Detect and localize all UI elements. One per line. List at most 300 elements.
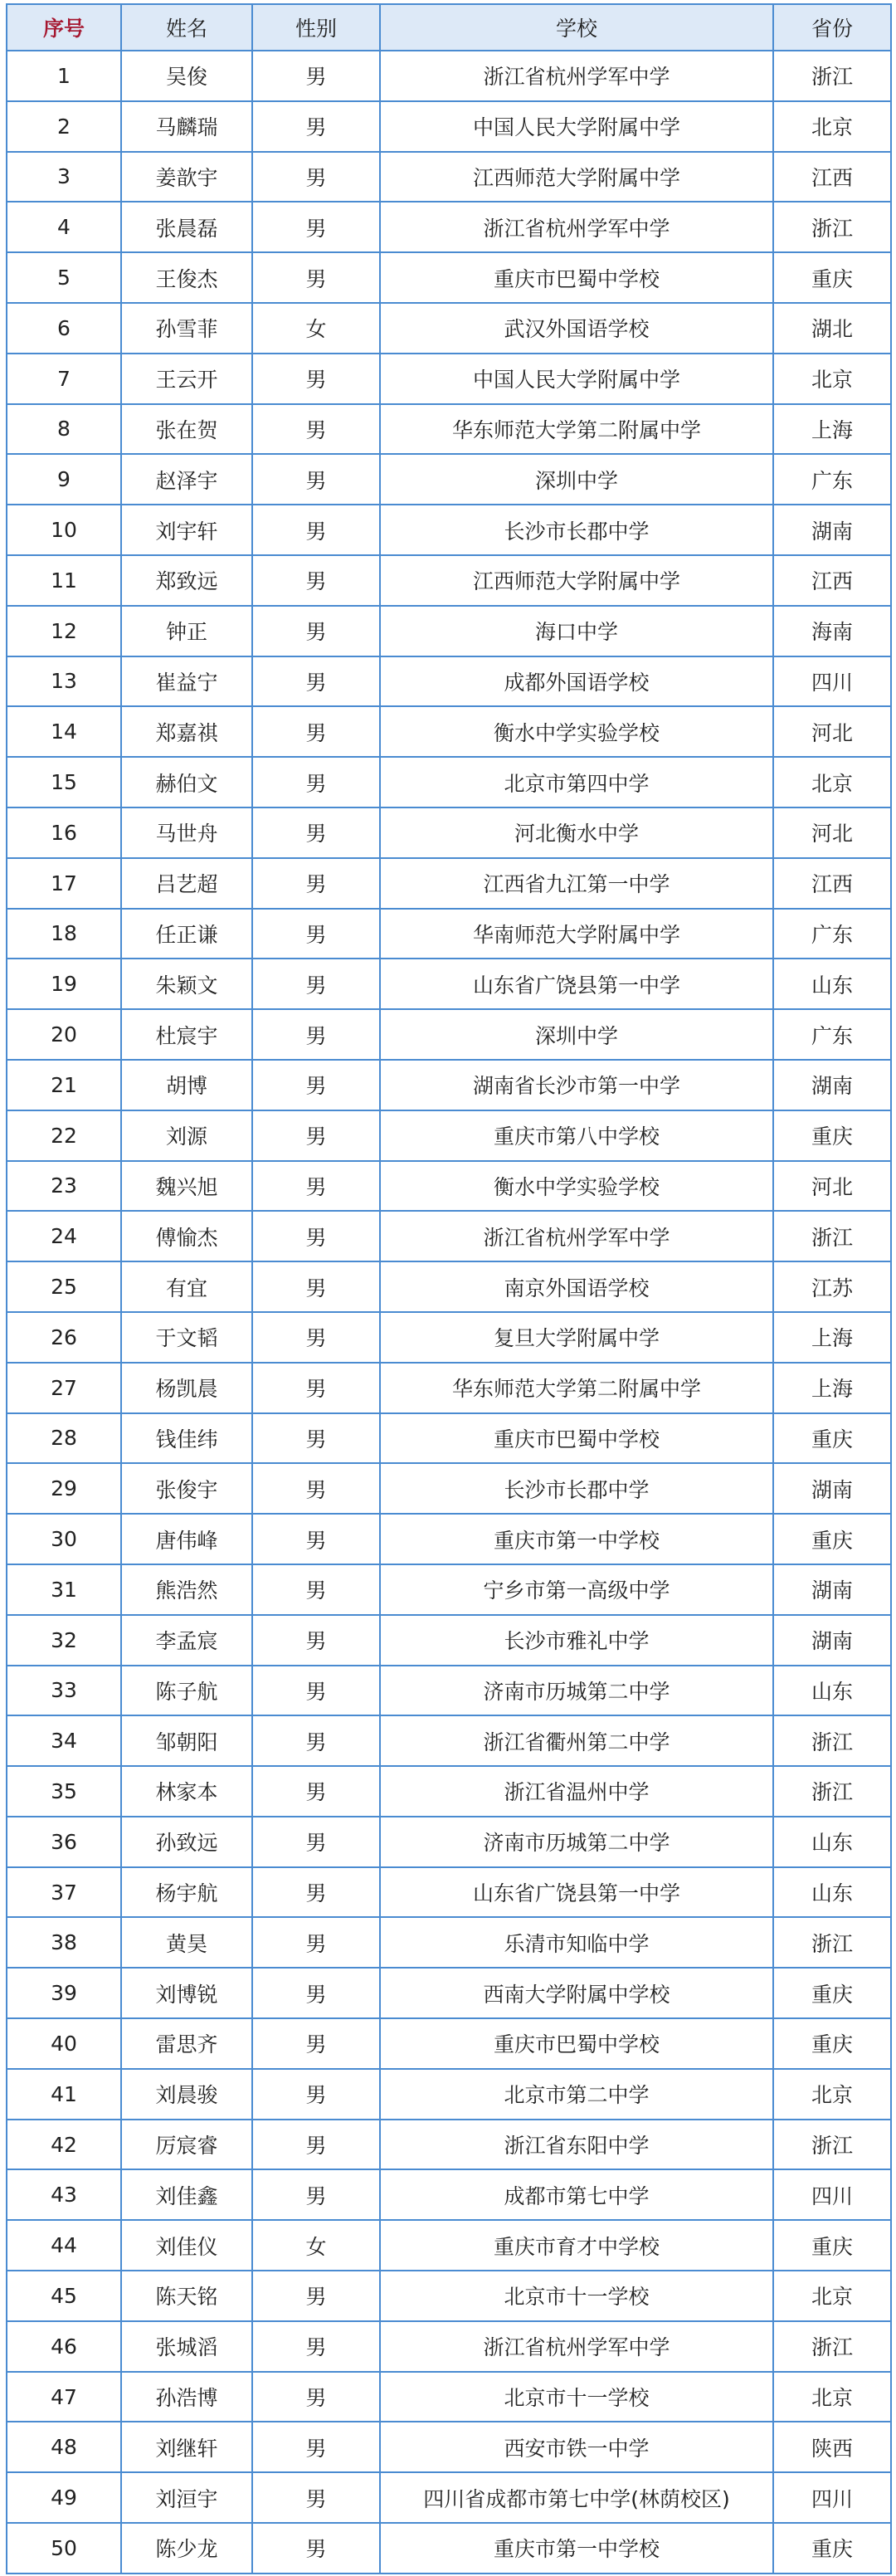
cell-name: 吕艺超 — [121, 858, 252, 909]
cell-province: 湖南 — [773, 1615, 891, 1666]
header-no: 序号 — [7, 4, 121, 51]
cell-school: 北京市第四中学 — [380, 757, 773, 807]
cell-gender: 男 — [252, 2422, 380, 2472]
cell-name: 唐伟峰 — [121, 1514, 252, 1564]
cell-gender: 男 — [252, 1312, 380, 1363]
cell-province: 湖北 — [773, 303, 891, 354]
cell-no: 18 — [7, 909, 121, 959]
table-row — [7, 2321, 891, 2372]
cell-province: 北京 — [773, 2069, 891, 2120]
table-row — [7, 303, 891, 354]
cell-school: 中国人民大学附属中学 — [380, 354, 773, 404]
table-row — [7, 101, 891, 152]
cell-name: 杨宇航 — [121, 1867, 252, 1918]
cell-name: 朱颖文 — [121, 959, 252, 1009]
cell-no: 34 — [7, 1715, 121, 1766]
cell-name: 崔益宁 — [121, 656, 252, 707]
table-row — [7, 1917, 891, 1968]
cell-province: 陕西 — [773, 2422, 891, 2472]
cell-gender: 女 — [252, 2220, 380, 2271]
cell-no: 38 — [7, 1917, 121, 1968]
table-row — [7, 2422, 891, 2472]
table-row — [7, 1715, 891, 1766]
cell-school: 南京外国语学校 — [380, 1261, 773, 1312]
cell-school: 中国人民大学附属中学 — [380, 101, 773, 152]
cell-name: 刘晨骏 — [121, 2069, 252, 2120]
cell-school: 武汉外国语学校 — [380, 303, 773, 354]
cell-name: 刘源 — [121, 1110, 252, 1161]
table-row — [7, 252, 891, 303]
cell-province: 江苏 — [773, 1261, 891, 1312]
cell-province: 上海 — [773, 404, 891, 455]
cell-gender: 男 — [252, 505, 380, 555]
cell-gender: 男 — [252, 354, 380, 404]
cell-school: 浙江省温州中学 — [380, 1766, 773, 1817]
cell-school: 浙江省杭州学军中学 — [380, 1211, 773, 1261]
cell-no: 47 — [7, 2372, 121, 2422]
cell-no: 4 — [7, 202, 121, 252]
cell-province: 广东 — [773, 1009, 891, 1060]
cell-name: 刘博锐 — [121, 1968, 252, 2018]
cell-school: 海口中学 — [380, 606, 773, 656]
header-name: 姓名 — [121, 4, 252, 51]
cell-province: 重庆 — [773, 2523, 891, 2574]
cell-province: 浙江 — [773, 1211, 891, 1261]
cell-name: 姜歆宇 — [121, 152, 252, 202]
cell-school: 衡水中学实验学校 — [380, 1161, 773, 1212]
cell-province: 四川 — [773, 656, 891, 707]
cell-gender: 男 — [252, 858, 380, 909]
cell-name: 刘佳鑫 — [121, 2169, 252, 2220]
table-header — [7, 4, 891, 51]
cell-school: 重庆市巴蜀中学校 — [380, 252, 773, 303]
cell-no: 46 — [7, 2321, 121, 2372]
cell-gender: 男 — [252, 1261, 380, 1312]
cell-name: 刘宇轩 — [121, 505, 252, 555]
cell-name: 吴俊 — [121, 51, 252, 101]
cell-no: 26 — [7, 1312, 121, 1363]
cell-gender: 男 — [252, 1413, 380, 1464]
cell-province: 重庆 — [773, 1968, 891, 2018]
cell-name: 孙浩博 — [121, 2372, 252, 2422]
cell-name: 王俊杰 — [121, 252, 252, 303]
cell-gender: 男 — [252, 2523, 380, 2574]
cell-school: 北京市第二中学 — [380, 2069, 773, 2120]
table-row — [7, 505, 891, 555]
cell-school: 重庆市育才中学校 — [380, 2220, 773, 2271]
cell-province: 湖南 — [773, 505, 891, 555]
cell-no: 22 — [7, 1110, 121, 1161]
cell-no: 45 — [7, 2271, 121, 2321]
cell-gender: 男 — [252, 152, 380, 202]
cell-name: 钟正 — [121, 606, 252, 656]
cell-school: 深圳中学 — [380, 454, 773, 505]
cell-gender: 男 — [252, 555, 380, 606]
cell-name: 赵泽宇 — [121, 454, 252, 505]
table-row — [7, 1615, 891, 1666]
cell-province: 浙江 — [773, 202, 891, 252]
cell-province: 重庆 — [773, 252, 891, 303]
cell-gender: 男 — [252, 2120, 380, 2170]
cell-school: 江西省九江第一中学 — [380, 858, 773, 909]
cell-province: 重庆 — [773, 2220, 891, 2271]
table-row — [7, 202, 891, 252]
cell-school: 河北衡水中学 — [380, 807, 773, 858]
cell-gender: 男 — [252, 1715, 380, 1766]
cell-name: 马世舟 — [121, 807, 252, 858]
cell-gender: 男 — [252, 2069, 380, 2120]
cell-no: 32 — [7, 1615, 121, 1666]
cell-name: 傅愉杰 — [121, 1211, 252, 1261]
cell-name: 刘继轩 — [121, 2422, 252, 2472]
cell-gender: 男 — [252, 2271, 380, 2321]
table-row — [7, 757, 891, 807]
cell-gender: 男 — [252, 606, 380, 656]
cell-name: 王云开 — [121, 354, 252, 404]
roster-table — [6, 3, 892, 2574]
table-row — [7, 2472, 891, 2523]
cell-no: 35 — [7, 1766, 121, 1817]
cell-school: 华东师范大学第二附属中学 — [380, 1363, 773, 1413]
cell-name: 张在贺 — [121, 404, 252, 455]
cell-school: 湖南省长沙市第一中学 — [380, 1060, 773, 1110]
table-row — [7, 606, 891, 656]
cell-name: 赫伯文 — [121, 757, 252, 807]
cell-province: 浙江 — [773, 1766, 891, 1817]
cell-name: 陈少龙 — [121, 2523, 252, 2574]
cell-name: 有宜 — [121, 1261, 252, 1312]
cell-gender: 男 — [252, 959, 380, 1009]
cell-province: 北京 — [773, 2271, 891, 2321]
table-row — [7, 807, 891, 858]
cell-gender: 男 — [252, 1363, 380, 1413]
cell-gender: 男 — [252, 807, 380, 858]
table-row — [7, 1261, 891, 1312]
cell-name: 雷思齐 — [121, 2018, 252, 2069]
cell-gender: 男 — [252, 202, 380, 252]
table-row — [7, 656, 891, 707]
cell-province: 上海 — [773, 1363, 891, 1413]
cell-no: 33 — [7, 1666, 121, 1716]
cell-school: 成都外国语学校 — [380, 656, 773, 707]
cell-no: 25 — [7, 1261, 121, 1312]
table-row — [7, 1766, 891, 1817]
table-row — [7, 404, 891, 455]
cell-name: 任正谦 — [121, 909, 252, 959]
cell-gender: 男 — [252, 2018, 380, 2069]
cell-gender: 男 — [252, 101, 380, 152]
cell-name: 李孟宸 — [121, 1615, 252, 1666]
cell-no: 44 — [7, 2220, 121, 2271]
cell-no: 3 — [7, 152, 121, 202]
cell-school: 北京市十一学校 — [380, 2372, 773, 2422]
cell-province: 河北 — [773, 706, 891, 757]
table-row — [7, 2271, 891, 2321]
cell-province: 浙江 — [773, 2120, 891, 2170]
cell-name: 刘佳仪 — [121, 2220, 252, 2271]
cell-province: 浙江 — [773, 51, 891, 101]
cell-no: 20 — [7, 1009, 121, 1060]
table-row — [7, 2069, 891, 2120]
cell-name: 张俊宇 — [121, 1463, 252, 1514]
cell-name: 黄昊 — [121, 1917, 252, 1968]
cell-school: 江西师范大学附属中学 — [380, 555, 773, 606]
cell-no: 28 — [7, 1413, 121, 1464]
cell-school: 宁乡市第一高级中学 — [380, 1564, 773, 1615]
table-row — [7, 1413, 891, 1464]
cell-name: 马麟瑞 — [121, 101, 252, 152]
cell-province: 北京 — [773, 101, 891, 152]
cell-no: 5 — [7, 252, 121, 303]
cell-no: 8 — [7, 404, 121, 455]
table-row — [7, 1363, 891, 1413]
cell-gender: 男 — [252, 404, 380, 455]
cell-name: 于文韬 — [121, 1312, 252, 1363]
cell-school: 浙江省东阳中学 — [380, 2120, 773, 2170]
cell-province: 山东 — [773, 1817, 891, 1867]
cell-school: 重庆市第一中学校 — [380, 2523, 773, 2574]
cell-gender: 男 — [252, 1917, 380, 1968]
cell-province: 山东 — [773, 1666, 891, 1716]
cell-school: 山东省广饶县第一中学 — [380, 959, 773, 1009]
cell-name: 熊浩然 — [121, 1564, 252, 1615]
cell-name: 孙雪菲 — [121, 303, 252, 354]
table-row — [7, 51, 891, 101]
cell-province: 山东 — [773, 1867, 891, 1918]
table-row — [7, 2523, 891, 2574]
cell-gender: 男 — [252, 1766, 380, 1817]
cell-province: 河北 — [773, 807, 891, 858]
cell-school: 重庆市巴蜀中学校 — [380, 2018, 773, 2069]
cell-gender: 男 — [252, 757, 380, 807]
cell-no: 48 — [7, 2422, 121, 2472]
cell-school: 浙江省杭州学军中学 — [380, 2321, 773, 2372]
cell-school: 西安市铁一中学 — [380, 2422, 773, 2472]
cell-gender: 男 — [252, 1817, 380, 1867]
cell-school: 成都市第七中学 — [380, 2169, 773, 2220]
cell-school: 浙江省杭州学军中学 — [380, 51, 773, 101]
header-province: 省份 — [773, 4, 891, 51]
cell-province: 湖南 — [773, 1463, 891, 1514]
cell-no: 17 — [7, 858, 121, 909]
table-row — [7, 2018, 891, 2069]
cell-province: 河北 — [773, 1161, 891, 1212]
cell-no: 37 — [7, 1867, 121, 1918]
cell-gender: 男 — [252, 2472, 380, 2523]
cell-province: 四川 — [773, 2472, 891, 2523]
table-row — [7, 706, 891, 757]
cell-gender: 男 — [252, 1615, 380, 1666]
cell-province: 上海 — [773, 1312, 891, 1363]
cell-no: 49 — [7, 2472, 121, 2523]
table-row — [7, 1009, 891, 1060]
cell-school: 西南大学附属中学校 — [380, 1968, 773, 2018]
cell-school: 江西师范大学附属中学 — [380, 152, 773, 202]
cell-gender: 男 — [252, 2372, 380, 2422]
cell-school: 复旦大学附属中学 — [380, 1312, 773, 1363]
cell-no: 10 — [7, 505, 121, 555]
table-row — [7, 1817, 891, 1867]
cell-name: 张晨磊 — [121, 202, 252, 252]
cell-name: 刘洹宇 — [121, 2472, 252, 2523]
table-row — [7, 1968, 891, 2018]
cell-name: 厉宸睿 — [121, 2120, 252, 2170]
cell-gender: 男 — [252, 1968, 380, 2018]
cell-school: 衡水中学实验学校 — [380, 706, 773, 757]
cell-no: 15 — [7, 757, 121, 807]
cell-name: 郑嘉祺 — [121, 706, 252, 757]
cell-gender: 男 — [252, 2321, 380, 2372]
cell-no: 16 — [7, 807, 121, 858]
table-row — [7, 1463, 891, 1514]
cell-no: 6 — [7, 303, 121, 354]
cell-province: 北京 — [773, 354, 891, 404]
cell-province: 广东 — [773, 909, 891, 959]
cell-name: 杨凯晨 — [121, 1363, 252, 1413]
cell-school: 长沙市长郡中学 — [380, 1463, 773, 1514]
cell-gender: 男 — [252, 2169, 380, 2220]
cell-gender: 男 — [252, 1463, 380, 1514]
cell-no: 19 — [7, 959, 121, 1009]
table-row — [7, 1666, 891, 1716]
cell-no: 1 — [7, 51, 121, 101]
cell-gender: 女 — [252, 303, 380, 354]
cell-name: 张城滔 — [121, 2321, 252, 2372]
cell-school: 北京市十一学校 — [380, 2271, 773, 2321]
cell-name: 孙致远 — [121, 1817, 252, 1867]
cell-gender: 男 — [252, 1060, 380, 1110]
cell-province: 浙江 — [773, 1715, 891, 1766]
table-row — [7, 1564, 891, 1615]
cell-name: 林家本 — [121, 1766, 252, 1817]
cell-gender: 男 — [252, 1666, 380, 1716]
cell-province: 重庆 — [773, 1514, 891, 1564]
cell-no: 50 — [7, 2523, 121, 2574]
cell-gender: 男 — [252, 909, 380, 959]
table-row — [7, 454, 891, 505]
cell-school: 长沙市雅礼中学 — [380, 1615, 773, 1666]
cell-gender: 男 — [252, 1211, 380, 1261]
cell-no: 14 — [7, 706, 121, 757]
cell-school: 四川省成都市第七中学(林荫校区) — [380, 2472, 773, 2523]
cell-school: 山东省广饶县第一中学 — [380, 1867, 773, 1918]
cell-no: 21 — [7, 1060, 121, 1110]
cell-province: 北京 — [773, 2372, 891, 2422]
cell-name: 邹朝阳 — [121, 1715, 252, 1766]
cell-no: 9 — [7, 454, 121, 505]
cell-gender: 男 — [252, 1009, 380, 1060]
table-row — [7, 354, 891, 404]
cell-province: 浙江 — [773, 2321, 891, 2372]
table-row — [7, 1867, 891, 1918]
cell-province: 湖南 — [773, 1060, 891, 1110]
header-row — [7, 4, 891, 51]
cell-school: 深圳中学 — [380, 1009, 773, 1060]
cell-name: 钱佳纬 — [121, 1413, 252, 1464]
cell-school: 乐清市知临中学 — [380, 1917, 773, 1968]
cell-province: 湖南 — [773, 1564, 891, 1615]
table-row — [7, 152, 891, 202]
cell-school: 华东师范大学第二附属中学 — [380, 404, 773, 455]
table-row — [7, 555, 891, 606]
cell-no: 39 — [7, 1968, 121, 2018]
cell-no: 23 — [7, 1161, 121, 1212]
table-row — [7, 858, 891, 909]
cell-province: 四川 — [773, 2169, 891, 2220]
cell-province: 北京 — [773, 757, 891, 807]
cell-province: 浙江 — [773, 1917, 891, 1968]
cell-no: 13 — [7, 656, 121, 707]
cell-no: 41 — [7, 2069, 121, 2120]
table-body — [7, 51, 891, 2574]
cell-gender: 男 — [252, 1514, 380, 1564]
cell-no: 11 — [7, 555, 121, 606]
table-row — [7, 2220, 891, 2271]
table-row — [7, 1060, 891, 1110]
cell-name: 陈天铭 — [121, 2271, 252, 2321]
cell-gender: 男 — [252, 51, 380, 101]
table-row — [7, 1161, 891, 1212]
cell-no: 2 — [7, 101, 121, 152]
cell-gender: 男 — [252, 656, 380, 707]
cell-name: 陈子航 — [121, 1666, 252, 1716]
cell-gender: 男 — [252, 252, 380, 303]
table-row — [7, 1211, 891, 1261]
cell-province: 重庆 — [773, 2018, 891, 2069]
cell-no: 42 — [7, 2120, 121, 2170]
cell-no: 7 — [7, 354, 121, 404]
cell-school: 重庆市第一中学校 — [380, 1514, 773, 1564]
table-row — [7, 1514, 891, 1564]
table-row — [7, 2372, 891, 2422]
cell-province: 重庆 — [773, 1413, 891, 1464]
cell-gender: 男 — [252, 1110, 380, 1161]
table-row — [7, 959, 891, 1009]
cell-gender: 男 — [252, 1161, 380, 1212]
cell-no: 29 — [7, 1463, 121, 1514]
cell-school: 浙江省杭州学军中学 — [380, 202, 773, 252]
cell-school: 长沙市长郡中学 — [380, 505, 773, 555]
cell-name: 杜宸宇 — [121, 1009, 252, 1060]
cell-school: 重庆市巴蜀中学校 — [380, 1413, 773, 1464]
header-school: 学校 — [380, 4, 773, 51]
cell-name: 胡博 — [121, 1060, 252, 1110]
cell-gender: 男 — [252, 706, 380, 757]
cell-school: 济南市历城第二中学 — [380, 1666, 773, 1716]
table-row — [7, 2169, 891, 2220]
table-row — [7, 909, 891, 959]
table-row — [7, 2120, 891, 2170]
header-gender: 性别 — [252, 4, 380, 51]
cell-school: 华南师范大学附属中学 — [380, 909, 773, 959]
table-row — [7, 1110, 891, 1161]
cell-province: 江西 — [773, 858, 891, 909]
cell-gender: 男 — [252, 454, 380, 505]
cell-name: 郑致远 — [121, 555, 252, 606]
cell-no: 43 — [7, 2169, 121, 2220]
cell-gender: 男 — [252, 1867, 380, 1918]
cell-province: 重庆 — [773, 1110, 891, 1161]
cell-school: 浙江省衢州第二中学 — [380, 1715, 773, 1766]
cell-no: 36 — [7, 1817, 121, 1867]
cell-province: 江西 — [773, 152, 891, 202]
cell-no: 40 — [7, 2018, 121, 2069]
table-row — [7, 1312, 891, 1363]
cell-gender: 男 — [252, 1564, 380, 1615]
cell-province: 海南 — [773, 606, 891, 656]
cell-no: 12 — [7, 606, 121, 656]
cell-province: 江西 — [773, 555, 891, 606]
